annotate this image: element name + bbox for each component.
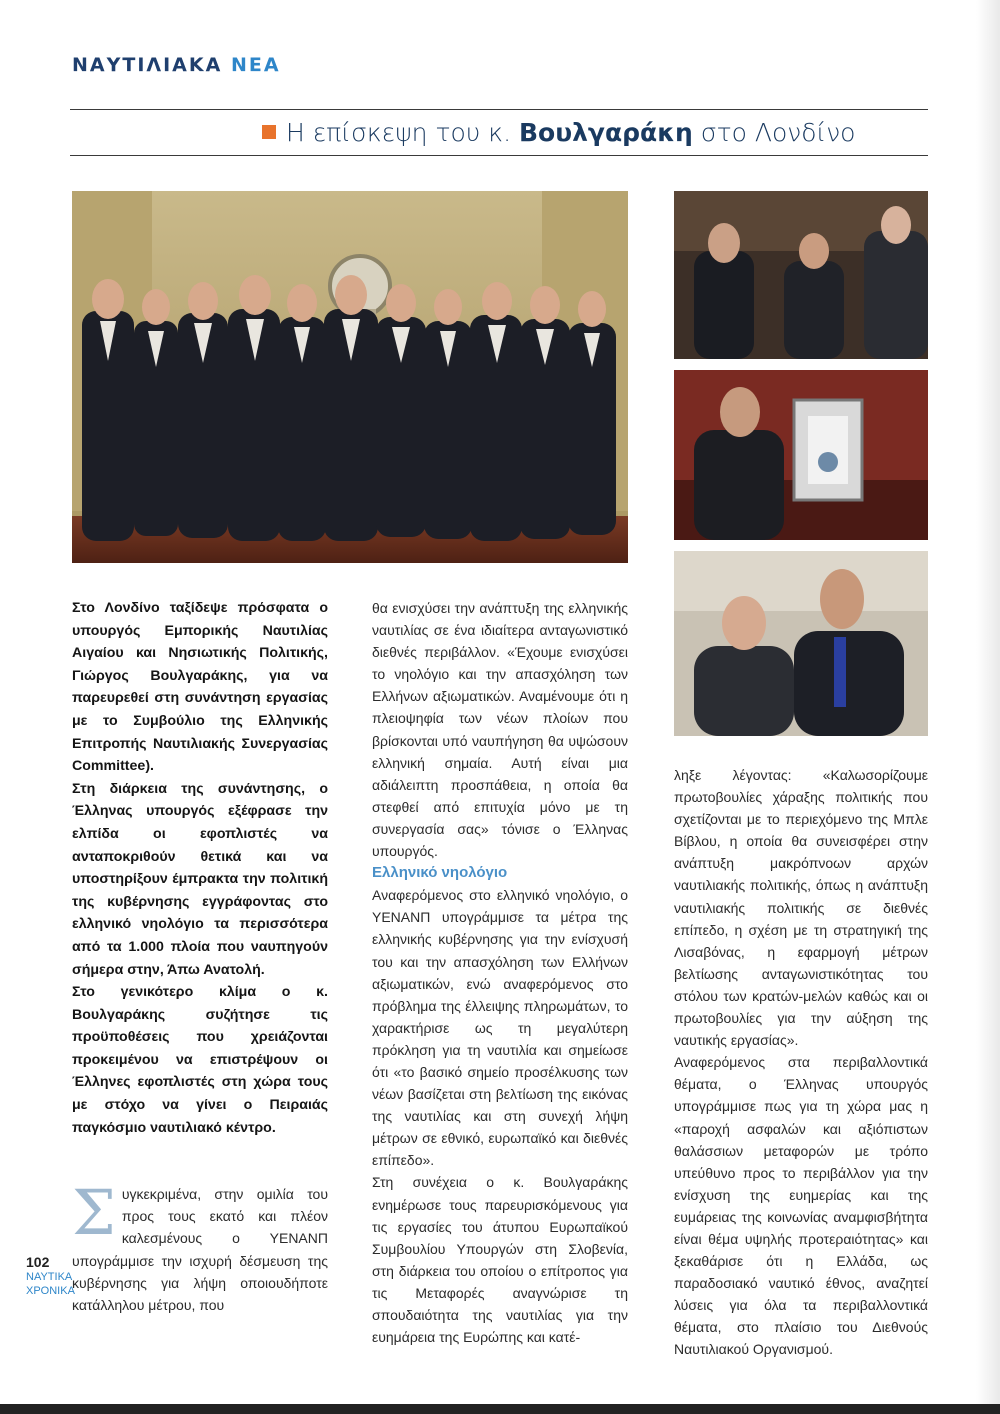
body-paragraph-1: υγκεκριμένα, στην ομιλία του προς τους εκατό και πλέον καλεσμένους ο ΥΕΝΑΝΠ υπογράμμισε την ισχυρή δέσμευση της κυβέρνησης για λήψη οποιουδήποτε κατάλληλου μέτρου, που — [72, 1186, 328, 1313]
page-edge-shadow — [976, 0, 1000, 1414]
title-square-icon — [262, 125, 276, 139]
body-paragraph-6: Αναφερόμενος στα περιβαλλοντικά θέματα, ο Έλληνας υπουργός υπογράμμισε πως για τη χώρα μας η «παροχή ασφαλών και αξιόπιστων θαλάσσιων μεταφορών με τρόπο υπεύθυνο προς το περιβάλλον για την ενίσχυση της ευημερίας και της ευμάρειας της κοινωνίας αναμφισβήτητα είναι θέμα υψηλής προτεραιότητας» και ξεκαθάρισε ότι η Ελλάδα, ως παραδοσιακό ναυτικό έθνος, αναζητεί λύσεις για όλα τα περιβαλλοντικά θέματα, στο πλαίσιο του Διεθνούς Ναυτιλιακού Οργανισμού. — [674, 1054, 928, 1358]
body-paragraph-4: Στη συνέχεια ο κ. Βουλγαράκης ενημέρωσε τους παρευρισκόμενους για τις εργασίες του άτυπου Ευρωπαϊκού Συμβουλίου Υπουργών στη Σλοβενία, στη διάρκεια του οποίου ο επίτροπος για τις Μεταφορές αναγνώρισε τη σπουδαιότητα της ναυτιλίας για την ευημάρεια της Ευρώπης και κατέ- — [372, 1174, 628, 1346]
section-label-accent: ΝΕΑ — [230, 54, 281, 76]
subheading: Ελληνικό νηολόγιο — [372, 864, 508, 882]
bottom-bar — [0, 1404, 1000, 1414]
section-label — [72, 54, 281, 76]
title-part2: στο Λονδίνο — [700, 118, 856, 147]
page-title — [262, 118, 855, 147]
body-paragraph-5: ληξε λέγοντας: «Καλωσορίζουμε πρωτοβουλίες χάραξης πολιτικής που σχετίζονται με το περιεχόμενο της Μπλε Βίβλου, η οποία θα συνεισφέρει στην ανάπτυξη μακρόπνοων αρχών ναυτιλιακής πολιτικής, όπως η ανάπτυξη ναυτιλιακής πολιτικής σε διεθνές επίπεδο, η σχέση με τη στρατηγική της Λισαβόνας, η εφαρμογή μέτρων βελτίωσης ανταγωνιστικότητας του στόλου των κρατών-μελών καθώς και οι πρωτοβουλίες για την αύξηση της ναυτικής εργασίας». — [674, 767, 928, 1049]
title-bold: Βουλγαράκη — [518, 118, 693, 147]
dropcap: Σ — [72, 1176, 116, 1250]
lead-paragraph-3: Στο γενικότερο κλίμα ο κ. Βουλγαράκης συζήτησε τις προϋποθέσεις που χρειάζονται προκειμένου να επιστρέψουν οι Έλληνες εφοπλιστές στη χώρα τους με στόχο να γίνει ο Πειραιάς παγκόσμιο ναυτιλιακό κέντρο. — [72, 984, 328, 1136]
photo-handshake — [674, 191, 928, 359]
photo-plaque — [674, 370, 928, 540]
column-3 — [674, 764, 928, 1361]
lead-paragraph-1: Στο Λονδίνο ταξίδεψε πρόσφατα ο υπουργός Εμπορικής Ναυτιλίας Αιγαίου και Νησιωτικής Πολιτικής, Γιώργος Βουλγαράκης, για να παρευρεθεί στη συνάντηση εργασίας με το Συμβούλιο της Ελληνικής Επιτροπής Ναυτιλιακής Συνεργασίας Committee). — [72, 600, 328, 775]
group-photo — [72, 191, 628, 563]
section-label-main: ΝΑΥΤΙΛΙΑΚΑ — [72, 54, 223, 76]
lead-paragraph-2: Στη διάρκεια της συνάντησης, ο Έλληνας υπουργός εξέφρασε την ελπίδα οι εφοπλιστές να ανταποκριθούν θετικά και να υποστηρίξουν έμπρακτα την πολιτική της κυβέρνησης εγγράφοντας στο ελληνικό νηολόγιο τα περισσότερα από τα 1.000 πλοία που ναυπηγούν σήμερα στην, Άπω Ανατολή. — [72, 780, 328, 978]
body-paragraph-3: Αναφερόμενος στο ελληνικό νηολόγιο, ο ΥΕΝΑΝΠ υπογράμμισε τα μέτρα της ελληνικής κυβέρνησης για την ενίσχυσή του και την απασχόληση των Ελλήνων αξιωματικών, ενώ αναφερόμενος στο πρόβλημα της έλλειψης πληρωμάτων, το χαρακτήρισε ως τη μεγαλύτερη πρόκληση για τη ναυτιλία και σημείωσε ότι «το βασικό σημείο προσέλκυσης των νέων βασίζεται στη βελτίωση της εικόνας της ναυτιλίας και στη συνεχή λήψη μέτρων σε εθνικό, ευρωπαϊκό και διεθνές επίπεδο». — [372, 887, 628, 1169]
body-paragraph-2: θα ενισχύσει την ανάπτυξη της ελληνικής ναυτιλίας σε ένα ιδιαίτερα ανταγωνιστικό διεθνές περιβάλλον. «Έχουμε ενισχύσει το νηολόγιο και την απασχόληση των Ελλήνων αξιωματικών. Αναμένουμε ότι η πλειοψηφία των νέων πλοίων που βρίσκονται υπό ναυπήγηση θα υψώσουν ελληνική σημαία. Αυτή είναι μια αδιάλειπτη προσπάθεια, η οποία θα στεφθεί από επιτυχία μόνο με τη συνεργασία σας» τόνισε ο Έλληνας υπουργός. — [372, 600, 628, 860]
magazine-name-line-1: ΝΑΥΤΙΚΑ — [26, 1271, 73, 1283]
page-folio — [26, 1255, 75, 1297]
photo-two-men — [674, 551, 928, 736]
title-top-rule — [70, 109, 928, 110]
title-bottom-rule — [70, 155, 928, 156]
page-number: 102 — [26, 1254, 50, 1270]
column-2 — [372, 597, 628, 1348]
magazine-name-line-2: ΧΡΟΝΙΚΑ — [26, 1285, 75, 1297]
column-1 — [72, 597, 328, 1316]
title-part1: Η επίσκεψη του κ. — [286, 118, 512, 147]
